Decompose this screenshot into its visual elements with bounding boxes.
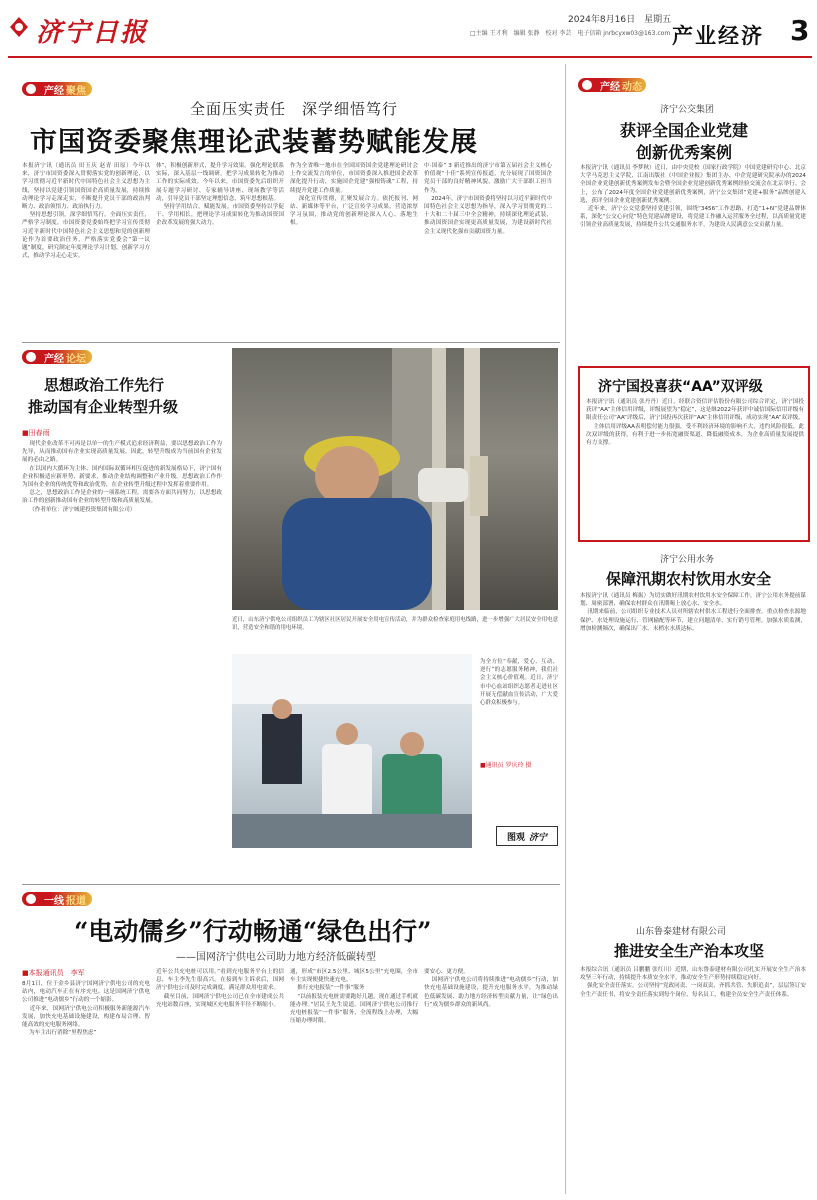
issue-date: 2024年8月16日 星期五 <box>568 15 672 25</box>
lead-kicker: 全面压实责任 深学细悟笃行 <box>190 100 399 118</box>
news-item-2-body: 本报济宁讯（通讯员 张丹丹）近日，经联合资信评估股份有限公司综合评定，济宁国投获评“AA”主体信用评级，评级展望为“稳定”，这是继2022年获评中诚信国际信用评级有限责任公司“AA”评级后，济宁国投再次获评“AA”主体信用评级，成功实现“AA”双评级。 主体信用评级AA表明偿付能力很强，受不利经济环境的影响不大，违约风险很低。此次双评级的获得，有利于进一步拓宽融资渠道、降低融资成本，为企业高质量发展提供有力支撑。 <box>586 399 804 447</box>
forum-byline: ■田春雨 <box>22 429 50 437</box>
worker-photo <box>232 348 558 610</box>
lead-column-2: 体”，积极创新形式，提升学习效果。强化理论联系实际，深入基层一线调研，把学习成果转化为推动工作的实际成效。今年以来，市国资委先后组织开展专题学习研讨、专家辅导讲座、现场教学等活动，引导党员干部坚定理想信念，筑牢思想根基。 坚持学用结合，赋能发展。市国资委坚持以学促干、学用相长，把理论学习成果转化为推动国资国企改革发展的强大动力。 <box>156 163 284 227</box>
page-number: 3 <box>790 14 810 47</box>
bottom-byline: ■本报通讯员 李军 <box>22 969 85 977</box>
bottom-column-3: 通，形成“市区2.5公里、城区5公里”充电圈，全市车主实现便捷快速充电。 推行充电报装“一件事”服务 “以前报装充电桩需要跑好几趟，现在通过手机就能办理。”居民王先生说道。国网济宁供电公司推行充电桩报装“一件事”服务，全流程线上办理，大幅压缩办理时限。 <box>290 969 418 1025</box>
masthead-rule <box>8 56 812 58</box>
forum-section-tag <box>22 350 92 364</box>
bottom-subtitle: ——国网济宁供电公司助力地方经济低碳转型 <box>176 952 376 963</box>
right-tag-highlight: 动态 <box>622 81 642 93</box>
photo-corner-sub: 济宁 <box>529 832 548 843</box>
bottom-tag-label: 一线 <box>44 895 64 907</box>
forum-headline-line2: 推动国有企业转型升级 <box>28 398 179 416</box>
bottom-column-4: 要安心、更方便。 国网济宁供电公司将持续推进“电动儒乡”行动，加快充电基础设施建设，提升充电服务水平，为推动绿色低碳发展、助力地方经济转型贡献力量，让“绿色出行”成为儒乡群众的新风尚。 <box>424 969 558 1008</box>
section-title: 产业经济 <box>672 24 764 48</box>
forum-tag-highlight: 论坛 <box>66 353 86 365</box>
blood-drive-side-text: 为全方位“奉献，爱心、互动、逆行”的志愿服务精神，我们社会主义核心价值观。近日，济宁市中心血站组织志愿者走进社区开展无偿献血宣传活动，广大爱心群众积极参与。 <box>480 659 558 707</box>
forum-body: 现代企业改革不可再是以单一的生产模式追求经济利益，要以思想政治工作为先导，从而推动国有企业实现高质量发展。因此，转型升级成为当前国有企业发展的必由之路。 在以国内大循环为主体、国内国际双循环相互促进的新发展格局下，济宁国有企业积极适应新形势、新要求，推动企业结构调整和产业升级。思想政治工作作为国有企业的传统优势和政治优势，在企业转型升级过程中发挥着重要作用。 总之，思想政治工作是企业的一项系统工程，需要各方面共同努力，以思想政治工作的创新推动国有企业的转型升级和高质量发展。 （作者单位：济宁城建投资集团有限公司） <box>22 441 222 513</box>
news-item-3-body: 本报济宁讯（通讯员 梅振）为切实做好汛期农村饮用水安全保障工作，济宁公用水务提前谋划、周密部署，确保农村群众在汛期喝上放心水、安全水。 汛期来临前，公司组织专业技术人员对所辖农村供水工程进行全面排查，重点检查水源地保护、水处理设施运行、管网输配等环节，建立问题清单，实行销号管理。加强水质监测，增加检测频次，确保出厂水、末梢水水质达标。 <box>580 593 806 632</box>
news-item-2-title: 济宁国投喜获“AA”双评级 <box>598 379 763 395</box>
blood-drive-byline: ■通讯员 罗庆玲 摄 <box>480 762 532 769</box>
column-divider <box>565 64 566 1194</box>
worker-photo-caption: 近日，山东济宁供电公司组织员工为辖区社区居民开展安全用电宣传活动，并为群众检查家庭用电线路，进一步增强广大居民安全用电意识，营造安全和谐的用电环境。 <box>232 617 558 632</box>
forum-headline-line1: 思想政治工作先行 <box>44 376 165 394</box>
right-section-tag <box>578 78 646 92</box>
bottom-top-rule <box>22 884 560 885</box>
photo-corner-label: 图观 <box>506 832 525 843</box>
news-item-1-source: 济宁公交集团 <box>660 105 715 115</box>
photo-corner-badge <box>496 826 558 846</box>
lead-column-1: 本报济宁讯（通讯员 田玉庆 赵青 田原）今年以来，济宁市国资委深入贯彻落实党的创新理论，以学习贯彻习近平新时代中国特色社会主义思想为主线，坚持以党建引领国资国企高质量发展，持续推动理论学习走深走实，不断提升党员干部的政治判断力、政治领悟力、政治执行力。 坚持思想引领，深学细悟笃行。全面压实责任，严格学习制度，市国资委党委始终把学习宣传贯彻习近平新时代中国特色社会主义思想和党的创新理论作为首要政治任务，严格落实党委会“第一议题”制度，研究制定年度理论学习计划，创新学习方式，推动学习走心走实。 <box>22 163 150 260</box>
bottom-headline: “电动儒乡”行动畅通“绿色出行” <box>74 917 432 946</box>
news-item-3-source: 济宁公用水务 <box>660 555 715 565</box>
news-item-4-body: 本报综合讯（通讯员 吕鹏鹏 张红川）近期，山东鲁泰建材有限公司扎实开展安全生产治本攻坚三年行动，持续提升本质安全水平，推动安全生产形势持续稳定向好。 强化安全责任落实。公司坚持“党政同责、一岗双责、齐抓共管、失职追责”，层层签订安全生产责任书，将安全责任落实到每个岗位、每名员工，构建全员安全生产责任体系。 <box>580 967 806 998</box>
lead-tag-highlight: 聚焦 <box>66 85 86 97</box>
lead-tag-label: 产经 <box>44 85 64 97</box>
forum-top-rule <box>22 342 560 343</box>
lead-headline: 市国资委聚焦理论武装蓄势赋能发展 <box>30 127 478 158</box>
bottom-section-tag <box>22 892 92 906</box>
news-item-4-title: 推进安全生产治本攻坚 <box>614 942 765 960</box>
newspaper-logo: 济宁日报 <box>36 18 149 48</box>
news-item-1-title-line2: 创新优秀案例 <box>636 143 733 162</box>
forum-tag-label: 产经 <box>44 353 64 365</box>
news-item-3-title: 保障汛期农村饮用水安全 <box>606 570 772 588</box>
newspaper-logo-icon <box>8 16 30 38</box>
right-tag-label: 产经 <box>600 81 620 93</box>
blood-drive-photo <box>232 654 472 848</box>
bottom-tag-highlight: 报道 <box>66 895 86 907</box>
masthead <box>0 0 817 62</box>
editor-credits: □主编 王才利 编辑 张静 校对 李芸 电子信箱 jnrbcyxw03@163.com <box>470 30 670 37</box>
lead-section-tag <box>22 82 92 96</box>
lead-column-3: 作为全省唯一地市在全国国资国企党建理论研讨会上作交流发言的单位，市国资委深入推进国企改革深化提升行动，实施国企党建“强根铸魂”工程，持续提升党建工作质量。 深化宣传贯彻，汇聚发展合力。依托报刊、网站、新媒体等平台，广泛宣传学习成果，营造浓厚学习氛围，推动党的创新理论深入人心、落地生根。 <box>290 163 418 227</box>
news-item-1-title-line1: 获评全国企业党建 <box>620 121 749 140</box>
bottom-column-2: 近年公共充电桩可以用。”看到充电服务平台上的信息，车主李先生很高兴。在接到车主诉求后，国网济宁供电公司及时完成调度，满足群众用电需求。 截至目前，国网济宁供电公司已在全市建成公共充电站数百座，实现城区充电服务半径不断缩小。 <box>156 969 284 1008</box>
bottom-column-1: 8月1日，位于金乡县济宁国网济宁供电公司的充电站内，电动汽车正在有序充电。这是国网济宁供电公司推进“电动儒乡”行动的一个缩影。 近年来，国网济宁供电公司积极服务新能源汽车发展，加快充电基础设施建设，构建布局合理、智能高效的充电服务网络。 为车主出行消除“里程焦虑” <box>22 981 150 1037</box>
lead-column-4: 中·国泰” 3 新近推出的济宁市第五届社会主义核心价值观“十佳”系列宣传报道，充分展现了国资国企党员干部的良好精神风貌，激励广大干部职工担当作为。 2024年，济宁市国资委将坚持以习近平新时代中国特色社会主义思想为指导，深入学习贯彻党的二十大和二十届三中全会精神，持续深化理论武装，推动国资国企实现更高质量发展，为建设新时代社会主义现代化强市贡献国资力量。 <box>424 163 552 235</box>
news-item-1-body: 本报济宁讯（通讯员 李梦秋）近日，由中央党校（国家行政学院）中国党建研究中心、北京大学马克思主义学院、江南出版社《中国企业报》集团主办、中企党建研究院承办的2024全国企业党建创新优秀案例发布会暨全国企业党建创新优秀案例经验交流会在北京举行。会上，公布了2024年度全国企业党建创新优秀案例，济宁公交集团“党建+服务”品牌创建入选，获评全国企业党建创新优秀案例。 近年来，济宁公交党委坚持党建引领，围绕“3456”工作思路，打造“1+N”党建品牌体系，深化“公交心向党”特色党建品牌建设，将党建工作融入运营服务全过程，以高质量党建引领企业高质量发展，持续提升公共交通服务水平，为建设人民满意公交贡献力量。 <box>580 165 806 229</box>
news-item-4-source: 山东鲁泰建材有限公司 <box>636 927 727 937</box>
